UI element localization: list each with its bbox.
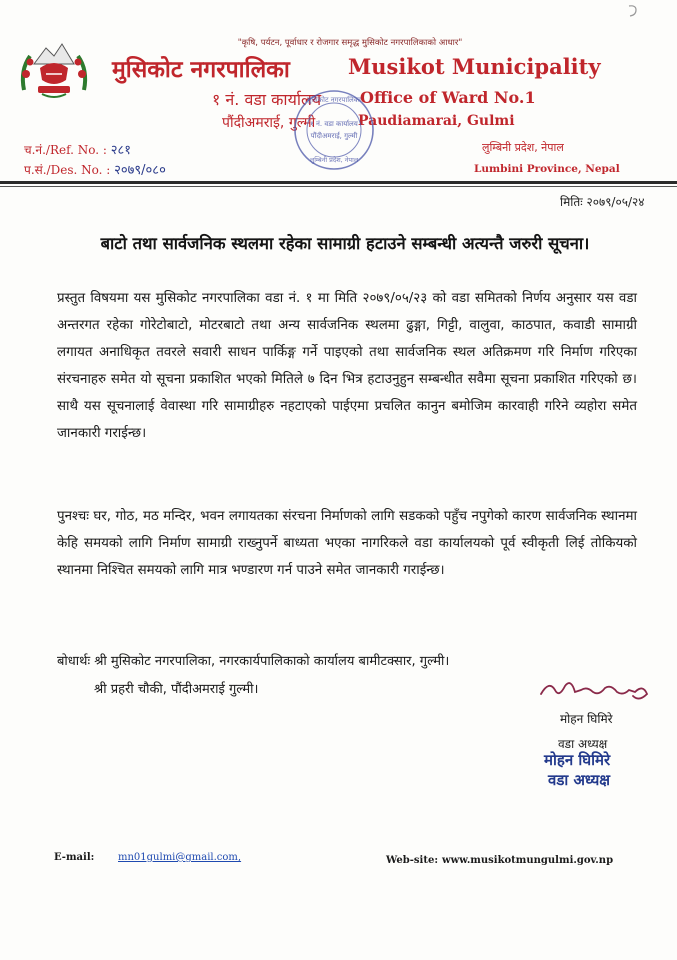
stamp-text-bottom: पौंदीअमराई, गुल्मी <box>310 132 358 140</box>
letterhead-divider <box>0 181 677 184</box>
page-corner-mark <box>627 4 639 18</box>
stamp-text-mid: १ नं. वडा कार्यालय <box>310 120 358 128</box>
name-seal: मोहन घिमिरे <box>544 751 611 769</box>
signatory-title: वडा अध्यक्ष <box>558 737 608 751</box>
letter-date: मितिः २०७९/०५/२४ <box>560 195 645 209</box>
reference-number <box>24 140 131 158</box>
email-link[interactable]: mn01gulmi@gmail.com, <box>118 852 242 863</box>
stamp-text-province: लुम्बिनी प्रदेश, नेपाल <box>309 156 359 164</box>
ward-office-english: Office of Ward No.1 <box>360 88 536 107</box>
municipality-motto: "कृषि, पर्यटन, पूर्वाधार र रोजगार समृद्ध मुसिकोट नगरपालिकाको आधार" <box>237 38 463 48</box>
email-label: E-mail: <box>54 852 95 863</box>
reference-label: च.नं./Ref. No. : <box>24 143 107 157</box>
province-nepali: लुम्बिनी प्रदेश, नेपाल <box>482 141 564 154</box>
letter-subject: बाटो तथा सार्वजनिक स्थलमा रहेका सामाग्री हटाउने सम्बन्धी अत्यन्तै जरुरी सूचना। <box>100 234 590 253</box>
signatory-name: मोहन घिमिरे <box>560 712 613 726</box>
municipality-name-nepali: मुसिकोट नगरपालिका <box>112 57 290 83</box>
cc-line-2: श्री प्रहरी चौकी, पौंदीअमराई गुल्मी। <box>94 682 259 697</box>
municipality-name-english: Musikot Municipality <box>348 54 601 79</box>
dispatch-value: २०७९/०८० <box>114 163 166 178</box>
website-label: Web-site: <box>386 855 439 866</box>
nepal-emblem-icon <box>16 34 92 104</box>
body-paragraph-1: प्रस्तुत विषयमा यस मुसिकोट नगरपालिका वडा नं. १ मा मिति २०७९/०५/२३ को वडा समितको निर्णय अनुसार यस वडा अन्तरगत रहेका गोरेटोबाटो, मोटरबाटो तथा अन्य सार्वजनिक स्थलमा ढुङ्गा, गिट्टी, वालुवा, काठपात, कवाडी सामाग्री लगायत अनाधिकृत तवरले सवारी साधन पार्किङ्ग गर्ने पाइएको तथा सार्वजनिक स्थल अतिक्रमण गरि निर्माण गरिएका संरचनाहरु समेत यो सूचना प्रकाशित भएको मितिले ७ दिन भित्र हटाउनुहुन सम्बन्धीत सवैमा सूचना प्रकाशित गरिएको छ। साथै यस सूचनालाई वेवास्था गरि सामाग्रीहरु नहटाएको पाईएमा प्रचलित कानुन बमोजिम कारवाही गरिने व्यहोरा समेत जानकारी गराईन्छ। <box>57 291 637 441</box>
reference-value: २८१ <box>110 143 132 158</box>
body-paragraph-2: पुनश्चः घर, गोठ, मठ मन्दिर, भवन लगायतका संरचना निर्माणको लागि सडकको पहुँच नपुगेको कारण सार्वजनिक स्थानमा केहि समयको लागि निर्माण सामाग्री राख्नुपर्ने बाध्यता भएका नागरिकले वडा कार्यालयको पूर्व स्वीकृती लिई तोकियको स्थानमा निश्चित समयको लागि मात्र भण्डारण गर्न पाउने समेत जानकारी गराईन्छ। <box>57 509 637 578</box>
address-nepali: पौंदीअमराई, गुल्मी <box>222 115 316 131</box>
dispatch-label: प.सं./Des. No. : <box>24 163 111 177</box>
handwritten-signature <box>535 672 655 708</box>
ward-office-stamp <box>292 88 376 172</box>
letterhead-divider-thin <box>0 186 677 187</box>
province-english: Lumbini Province, Nepal <box>474 163 620 175</box>
stamp-text-top: मुसिकोट नगरपालिका <box>307 96 361 104</box>
website-link[interactable]: www.musikotmungulmi.gov.np <box>442 855 614 866</box>
title-seal: वडा अध्यक्ष <box>548 771 611 789</box>
dispatch-number <box>24 160 166 178</box>
ward-office-nepali: १ नं. वडा कार्यालय <box>212 90 322 109</box>
address-english: Paudiamarai, Gulmi <box>358 113 515 129</box>
cc-line-1: बोधार्थः श्री मुसिकोट नगरपालिका, नगरकार्यपालिकाको कार्यालय बामीटक्सार, गुल्मी। <box>57 654 450 669</box>
